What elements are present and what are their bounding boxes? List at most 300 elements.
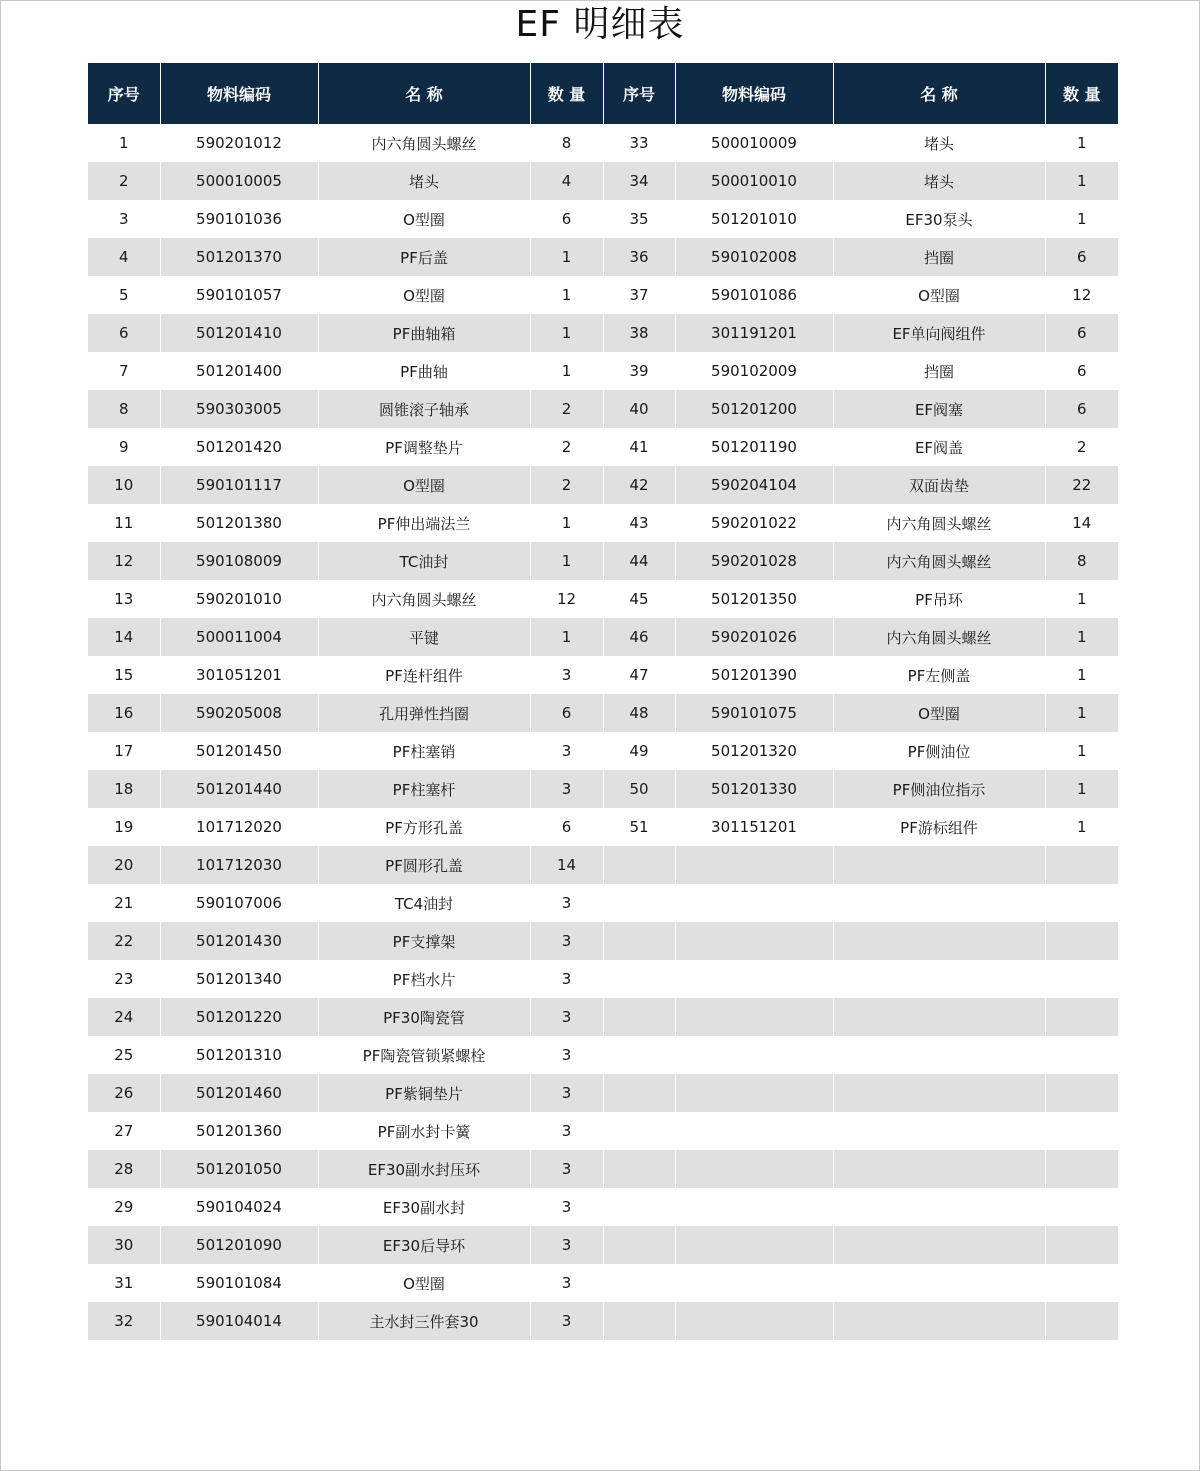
header-code-right: 物料编码 bbox=[675, 63, 833, 124]
cell-code-right bbox=[675, 884, 833, 922]
cell-code-left: 500010005 bbox=[160, 162, 318, 200]
cell-seq-left: 21 bbox=[88, 884, 160, 922]
cell-code-right: 301151201 bbox=[675, 808, 833, 846]
cell-qty-left: 3 bbox=[530, 922, 603, 960]
cell-code-right bbox=[675, 998, 833, 1036]
table-row bbox=[88, 504, 1118, 542]
cell-qty-left: 1 bbox=[530, 314, 603, 352]
cell-name-right: PF左侧盖 bbox=[833, 656, 1045, 694]
cell-name-right bbox=[833, 1150, 1045, 1188]
cell-name-right: 内六角圆头螺丝 bbox=[833, 504, 1045, 542]
cell-code-left: 590107006 bbox=[160, 884, 318, 922]
cell-name-left: PF陶瓷管锁紧螺栓 bbox=[318, 1036, 530, 1074]
cell-qty-right: 2 bbox=[1045, 428, 1118, 466]
cell-qty-left: 1 bbox=[530, 504, 603, 542]
cell-qty-right: 6 bbox=[1045, 238, 1118, 276]
cell-seq-left: 31 bbox=[88, 1264, 160, 1302]
cell-code-left: 590104024 bbox=[160, 1188, 318, 1226]
cell-seq-right bbox=[603, 1112, 675, 1150]
cell-seq-right: 36 bbox=[603, 238, 675, 276]
cell-seq-left: 22 bbox=[88, 922, 160, 960]
cell-seq-right: 45 bbox=[603, 580, 675, 618]
cell-code-left: 501201400 bbox=[160, 352, 318, 390]
cell-qty-left: 1 bbox=[530, 352, 603, 390]
cell-code-left: 501201440 bbox=[160, 770, 318, 808]
cell-name-right: EF阀塞 bbox=[833, 390, 1045, 428]
cell-seq-right bbox=[603, 846, 675, 884]
cell-seq-right: 33 bbox=[603, 124, 675, 162]
cell-name-left: PF30陶瓷管 bbox=[318, 998, 530, 1036]
table-row bbox=[88, 580, 1118, 618]
cell-qty-left: 3 bbox=[530, 998, 603, 1036]
cell-name-right bbox=[833, 1302, 1045, 1340]
cell-name-left: TC4油封 bbox=[318, 884, 530, 922]
cell-qty-right bbox=[1045, 1226, 1118, 1264]
cell-name-left: EF30副水封 bbox=[318, 1188, 530, 1226]
cell-code-left: 590101117 bbox=[160, 466, 318, 504]
cell-seq-left: 1 bbox=[88, 124, 160, 162]
cell-name-left: PF调整垫片 bbox=[318, 428, 530, 466]
cell-qty-right bbox=[1045, 1074, 1118, 1112]
cell-code-right: 590102009 bbox=[675, 352, 833, 390]
page-title: EF 明细表 bbox=[515, 4, 685, 45]
table-row bbox=[88, 998, 1118, 1036]
cell-qty-right: 12 bbox=[1045, 276, 1118, 314]
cell-code-right: 501201330 bbox=[675, 770, 833, 808]
cell-code-left: 501201050 bbox=[160, 1150, 318, 1188]
cell-qty-right bbox=[1045, 922, 1118, 960]
table-body bbox=[88, 124, 1118, 1340]
cell-code-left: 101712030 bbox=[160, 846, 318, 884]
cell-seq-right bbox=[603, 960, 675, 998]
table-row bbox=[88, 694, 1118, 732]
table-row bbox=[88, 1226, 1118, 1264]
cell-qty-left: 3 bbox=[530, 1112, 603, 1150]
cell-seq-right bbox=[603, 1302, 675, 1340]
cell-code-right: 590201028 bbox=[675, 542, 833, 580]
cell-code-right: 590201022 bbox=[675, 504, 833, 542]
cell-name-right: EF阀盖 bbox=[833, 428, 1045, 466]
cell-qty-right: 1 bbox=[1045, 732, 1118, 770]
cell-seq-right bbox=[603, 1264, 675, 1302]
cell-seq-right bbox=[603, 1074, 675, 1112]
table-row bbox=[88, 466, 1118, 504]
cell-code-left: 501201460 bbox=[160, 1074, 318, 1112]
cell-code-left: 501201450 bbox=[160, 732, 318, 770]
table-row bbox=[88, 1264, 1118, 1302]
cell-code-left: 590201010 bbox=[160, 580, 318, 618]
cell-seq-left: 10 bbox=[88, 466, 160, 504]
cell-qty-right: 1 bbox=[1045, 656, 1118, 694]
cell-seq-right bbox=[603, 1226, 675, 1264]
cell-qty-right bbox=[1045, 1150, 1118, 1188]
cell-name-left: PF紫铜垫片 bbox=[318, 1074, 530, 1112]
cell-seq-left: 19 bbox=[88, 808, 160, 846]
table-row bbox=[88, 200, 1118, 238]
table-header-row bbox=[88, 63, 1118, 124]
table-row bbox=[88, 314, 1118, 352]
cell-qty-right: 1 bbox=[1045, 808, 1118, 846]
cell-seq-right bbox=[603, 1150, 675, 1188]
cell-name-right: 堵头 bbox=[833, 124, 1045, 162]
table-row bbox=[88, 390, 1118, 428]
cell-name-right bbox=[833, 922, 1045, 960]
cell-seq-right: 50 bbox=[603, 770, 675, 808]
cell-name-left: EF30后导环 bbox=[318, 1226, 530, 1264]
table-row bbox=[88, 1036, 1118, 1074]
cell-qty-right: 1 bbox=[1045, 124, 1118, 162]
cell-name-left: 内六角圆头螺丝 bbox=[318, 124, 530, 162]
cell-qty-right: 1 bbox=[1045, 694, 1118, 732]
cell-qty-left: 6 bbox=[530, 200, 603, 238]
table-row bbox=[88, 1074, 1118, 1112]
cell-code-right: 500010010 bbox=[675, 162, 833, 200]
cell-name-right: PF侧油位指示 bbox=[833, 770, 1045, 808]
cell-name-left: O型圈 bbox=[318, 276, 530, 314]
cell-qty-right: 6 bbox=[1045, 314, 1118, 352]
cell-qty-right bbox=[1045, 884, 1118, 922]
cell-name-left: TC油封 bbox=[318, 542, 530, 580]
cell-seq-right: 40 bbox=[603, 390, 675, 428]
table-row bbox=[88, 238, 1118, 276]
bom-table bbox=[88, 63, 1118, 1340]
cell-seq-left: 12 bbox=[88, 542, 160, 580]
cell-qty-right bbox=[1045, 960, 1118, 998]
cell-name-right: 挡圈 bbox=[833, 238, 1045, 276]
cell-qty-right: 1 bbox=[1045, 770, 1118, 808]
cell-name-left: PF副水封卡簧 bbox=[318, 1112, 530, 1150]
cell-code-left: 590201012 bbox=[160, 124, 318, 162]
table-row bbox=[88, 1188, 1118, 1226]
header-code-left: 物料编码 bbox=[160, 63, 318, 124]
cell-qty-right: 1 bbox=[1045, 618, 1118, 656]
cell-seq-left: 20 bbox=[88, 846, 160, 884]
cell-seq-left: 29 bbox=[88, 1188, 160, 1226]
cell-name-left: PF曲轴 bbox=[318, 352, 530, 390]
table-row bbox=[88, 162, 1118, 200]
cell-qty-left: 14 bbox=[530, 846, 603, 884]
header-seq-left: 序号 bbox=[88, 63, 160, 124]
header-seq-right: 序号 bbox=[603, 63, 675, 124]
table-row bbox=[88, 542, 1118, 580]
cell-seq-right: 35 bbox=[603, 200, 675, 238]
cell-qty-left: 3 bbox=[530, 960, 603, 998]
table-row bbox=[88, 846, 1118, 884]
cell-qty-left: 3 bbox=[530, 732, 603, 770]
cell-qty-left: 2 bbox=[530, 428, 603, 466]
cell-qty-left: 6 bbox=[530, 694, 603, 732]
cell-name-right: EF30泵头 bbox=[833, 200, 1045, 238]
cell-code-right bbox=[675, 1188, 833, 1226]
cell-seq-right: 39 bbox=[603, 352, 675, 390]
cell-name-left: PF支撑架 bbox=[318, 922, 530, 960]
cell-seq-right bbox=[603, 884, 675, 922]
cell-code-left: 590101036 bbox=[160, 200, 318, 238]
table-row bbox=[88, 352, 1118, 390]
cell-code-right bbox=[675, 960, 833, 998]
cell-code-right: 501201200 bbox=[675, 390, 833, 428]
cell-seq-right: 44 bbox=[603, 542, 675, 580]
cell-name-right: PF侧油位 bbox=[833, 732, 1045, 770]
cell-name-left: O型圈 bbox=[318, 1264, 530, 1302]
table-row bbox=[88, 1150, 1118, 1188]
cell-code-right bbox=[675, 1264, 833, 1302]
cell-name-left: PF柱塞销 bbox=[318, 732, 530, 770]
cell-code-right: 590101075 bbox=[675, 694, 833, 732]
cell-qty-left: 3 bbox=[530, 1264, 603, 1302]
cell-code-right: 501201350 bbox=[675, 580, 833, 618]
cell-code-left: 301051201 bbox=[160, 656, 318, 694]
cell-seq-left: 28 bbox=[88, 1150, 160, 1188]
cell-code-left: 501201090 bbox=[160, 1226, 318, 1264]
table-row bbox=[88, 884, 1118, 922]
cell-qty-left: 1 bbox=[530, 618, 603, 656]
cell-qty-left: 3 bbox=[530, 1226, 603, 1264]
cell-seq-left: 5 bbox=[88, 276, 160, 314]
cell-code-left: 501201370 bbox=[160, 238, 318, 276]
table-row bbox=[88, 428, 1118, 466]
cell-code-right bbox=[675, 1226, 833, 1264]
cell-code-left: 500011004 bbox=[160, 618, 318, 656]
cell-qty-left: 3 bbox=[530, 1188, 603, 1226]
table-row bbox=[88, 808, 1118, 846]
cell-qty-left: 1 bbox=[530, 542, 603, 580]
cell-qty-left: 2 bbox=[530, 466, 603, 504]
cell-name-left: PF曲轴箱 bbox=[318, 314, 530, 352]
cell-name-right bbox=[833, 1112, 1045, 1150]
header-qty-left: 数 量 bbox=[530, 63, 603, 124]
cell-code-left: 501201310 bbox=[160, 1036, 318, 1074]
cell-code-left: 501201420 bbox=[160, 428, 318, 466]
cell-code-left: 501201220 bbox=[160, 998, 318, 1036]
cell-name-left: 平键 bbox=[318, 618, 530, 656]
cell-qty-left: 3 bbox=[530, 884, 603, 922]
cell-code-left: 590205008 bbox=[160, 694, 318, 732]
cell-seq-right: 34 bbox=[603, 162, 675, 200]
cell-code-right: 301191201 bbox=[675, 314, 833, 352]
cell-name-right bbox=[833, 1188, 1045, 1226]
table-row bbox=[88, 618, 1118, 656]
cell-code-left: 590101084 bbox=[160, 1264, 318, 1302]
cell-seq-left: 27 bbox=[88, 1112, 160, 1150]
cell-seq-left: 7 bbox=[88, 352, 160, 390]
cell-seq-left: 14 bbox=[88, 618, 160, 656]
cell-seq-right: 49 bbox=[603, 732, 675, 770]
table-row bbox=[88, 1112, 1118, 1150]
cell-qty-right: 1 bbox=[1045, 162, 1118, 200]
cell-code-left: 501201380 bbox=[160, 504, 318, 542]
cell-name-left: 内六角圆头螺丝 bbox=[318, 580, 530, 618]
cell-qty-left: 4 bbox=[530, 162, 603, 200]
cell-name-left: PF后盖 bbox=[318, 238, 530, 276]
cell-name-right: 堵头 bbox=[833, 162, 1045, 200]
cell-name-right: 双面齿垫 bbox=[833, 466, 1045, 504]
cell-name-right: O型圈 bbox=[833, 276, 1045, 314]
cell-qty-left: 3 bbox=[530, 1150, 603, 1188]
cell-seq-right bbox=[603, 1036, 675, 1074]
cell-qty-right bbox=[1045, 1112, 1118, 1150]
cell-qty-right: 6 bbox=[1045, 352, 1118, 390]
cell-qty-left: 3 bbox=[530, 1036, 603, 1074]
table-row bbox=[88, 656, 1118, 694]
cell-qty-right bbox=[1045, 846, 1118, 884]
cell-qty-right bbox=[1045, 1302, 1118, 1340]
cell-seq-right bbox=[603, 998, 675, 1036]
cell-seq-left: 23 bbox=[88, 960, 160, 998]
cell-seq-right: 42 bbox=[603, 466, 675, 504]
cell-seq-left: 30 bbox=[88, 1226, 160, 1264]
cell-seq-left: 2 bbox=[88, 162, 160, 200]
cell-code-left: 590108009 bbox=[160, 542, 318, 580]
cell-name-right: 挡圈 bbox=[833, 352, 1045, 390]
cell-seq-left: 3 bbox=[88, 200, 160, 238]
cell-name-left: PF方形孔盖 bbox=[318, 808, 530, 846]
cell-qty-right: 8 bbox=[1045, 542, 1118, 580]
cell-seq-left: 17 bbox=[88, 732, 160, 770]
cell-name-right bbox=[833, 1036, 1045, 1074]
cell-name-right: 内六角圆头螺丝 bbox=[833, 542, 1045, 580]
cell-seq-left: 26 bbox=[88, 1074, 160, 1112]
cell-name-left: O型圈 bbox=[318, 200, 530, 238]
table-row bbox=[88, 124, 1118, 162]
cell-code-right: 501201010 bbox=[675, 200, 833, 238]
cell-code-right: 590204104 bbox=[675, 466, 833, 504]
cell-seq-left: 25 bbox=[88, 1036, 160, 1074]
cell-seq-left: 8 bbox=[88, 390, 160, 428]
cell-name-left: PF柱塞杆 bbox=[318, 770, 530, 808]
cell-qty-right: 14 bbox=[1045, 504, 1118, 542]
cell-name-left: PF档水片 bbox=[318, 960, 530, 998]
cell-code-left: 590104014 bbox=[160, 1302, 318, 1340]
cell-qty-left: 1 bbox=[530, 238, 603, 276]
cell-code-right: 590201026 bbox=[675, 618, 833, 656]
cell-seq-left: 6 bbox=[88, 314, 160, 352]
table-row bbox=[88, 770, 1118, 808]
cell-name-right: EF单向阀组件 bbox=[833, 314, 1045, 352]
table-row bbox=[88, 276, 1118, 314]
cell-qty-left: 8 bbox=[530, 124, 603, 162]
cell-qty-left: 1 bbox=[530, 276, 603, 314]
cell-name-right bbox=[833, 1074, 1045, 1112]
cell-qty-left: 3 bbox=[530, 1074, 603, 1112]
cell-name-right: PF游标组件 bbox=[833, 808, 1045, 846]
cell-code-right: 501201190 bbox=[675, 428, 833, 466]
cell-name-right bbox=[833, 884, 1045, 922]
cell-seq-left: 16 bbox=[88, 694, 160, 732]
cell-seq-left: 11 bbox=[88, 504, 160, 542]
cell-name-right bbox=[833, 998, 1045, 1036]
cell-name-right bbox=[833, 846, 1045, 884]
cell-qty-right: 22 bbox=[1045, 466, 1118, 504]
cell-code-left: 501201360 bbox=[160, 1112, 318, 1150]
cell-qty-left: 12 bbox=[530, 580, 603, 618]
cell-qty-left: 3 bbox=[530, 656, 603, 694]
cell-code-left: 501201340 bbox=[160, 960, 318, 998]
cell-code-right: 590101086 bbox=[675, 276, 833, 314]
cell-seq-left: 13 bbox=[88, 580, 160, 618]
cell-code-left: 501201410 bbox=[160, 314, 318, 352]
cell-seq-right: 51 bbox=[603, 808, 675, 846]
cell-name-right bbox=[833, 1226, 1045, 1264]
cell-qty-right: 1 bbox=[1045, 200, 1118, 238]
cell-code-right bbox=[675, 1036, 833, 1074]
table-row bbox=[88, 1302, 1118, 1340]
cell-name-left: 孔用弹性挡圈 bbox=[318, 694, 530, 732]
cell-seq-right: 38 bbox=[603, 314, 675, 352]
cell-name-left: 圆锥滚子轴承 bbox=[318, 390, 530, 428]
cell-qty-right: 6 bbox=[1045, 390, 1118, 428]
cell-seq-right: 48 bbox=[603, 694, 675, 732]
cell-name-left: EF30副水封压环 bbox=[318, 1150, 530, 1188]
cell-seq-left: 4 bbox=[88, 238, 160, 276]
cell-seq-right bbox=[603, 922, 675, 960]
header-name-right: 名 称 bbox=[833, 63, 1045, 124]
cell-qty-right bbox=[1045, 1036, 1118, 1074]
cell-name-left: O型圈 bbox=[318, 466, 530, 504]
table-row bbox=[88, 960, 1118, 998]
cell-code-right bbox=[675, 1112, 833, 1150]
cell-code-right bbox=[675, 1302, 833, 1340]
cell-name-left: PF伸出端法兰 bbox=[318, 504, 530, 542]
cell-qty-left: 3 bbox=[530, 1302, 603, 1340]
cell-seq-left: 9 bbox=[88, 428, 160, 466]
cell-qty-left: 3 bbox=[530, 770, 603, 808]
cell-code-left: 101712020 bbox=[160, 808, 318, 846]
cell-code-left: 501201430 bbox=[160, 922, 318, 960]
cell-code-left: 590303005 bbox=[160, 390, 318, 428]
cell-name-left: 主水封三件套30 bbox=[318, 1302, 530, 1340]
cell-seq-left: 24 bbox=[88, 998, 160, 1036]
cell-code-right bbox=[675, 846, 833, 884]
cell-code-right bbox=[675, 922, 833, 960]
cell-name-right bbox=[833, 960, 1045, 998]
cell-name-right: 内六角圆头螺丝 bbox=[833, 618, 1045, 656]
cell-seq-left: 32 bbox=[88, 1302, 160, 1340]
cell-code-left: 590101057 bbox=[160, 276, 318, 314]
table-row bbox=[88, 732, 1118, 770]
cell-qty-right bbox=[1045, 1188, 1118, 1226]
cell-seq-right: 41 bbox=[603, 428, 675, 466]
cell-qty-right bbox=[1045, 998, 1118, 1036]
cell-seq-right: 46 bbox=[603, 618, 675, 656]
cell-code-right bbox=[675, 1074, 833, 1112]
cell-name-right: PF吊环 bbox=[833, 580, 1045, 618]
cell-seq-left: 18 bbox=[88, 770, 160, 808]
cell-qty-right bbox=[1045, 1264, 1118, 1302]
cell-seq-right bbox=[603, 1188, 675, 1226]
cell-code-right: 590102008 bbox=[675, 238, 833, 276]
cell-code-right: 501201390 bbox=[675, 656, 833, 694]
header-qty-right: 数 量 bbox=[1045, 63, 1118, 124]
header-name-left: 名 称 bbox=[318, 63, 530, 124]
cell-seq-right: 43 bbox=[603, 504, 675, 542]
cell-seq-right: 37 bbox=[603, 276, 675, 314]
table-row bbox=[88, 922, 1118, 960]
cell-qty-left: 2 bbox=[530, 390, 603, 428]
cell-name-left: PF圆形孔盖 bbox=[318, 846, 530, 884]
cell-name-left: 堵头 bbox=[318, 162, 530, 200]
cell-qty-left: 6 bbox=[530, 808, 603, 846]
cell-name-right: O型圈 bbox=[833, 694, 1045, 732]
cell-seq-right: 47 bbox=[603, 656, 675, 694]
cell-code-right: 500010009 bbox=[675, 124, 833, 162]
cell-seq-left: 15 bbox=[88, 656, 160, 694]
cell-qty-right: 1 bbox=[1045, 580, 1118, 618]
cell-code-right bbox=[675, 1150, 833, 1188]
cell-code-right: 501201320 bbox=[675, 732, 833, 770]
cell-name-left: PF连杆组件 bbox=[318, 656, 530, 694]
cell-name-right bbox=[833, 1264, 1045, 1302]
